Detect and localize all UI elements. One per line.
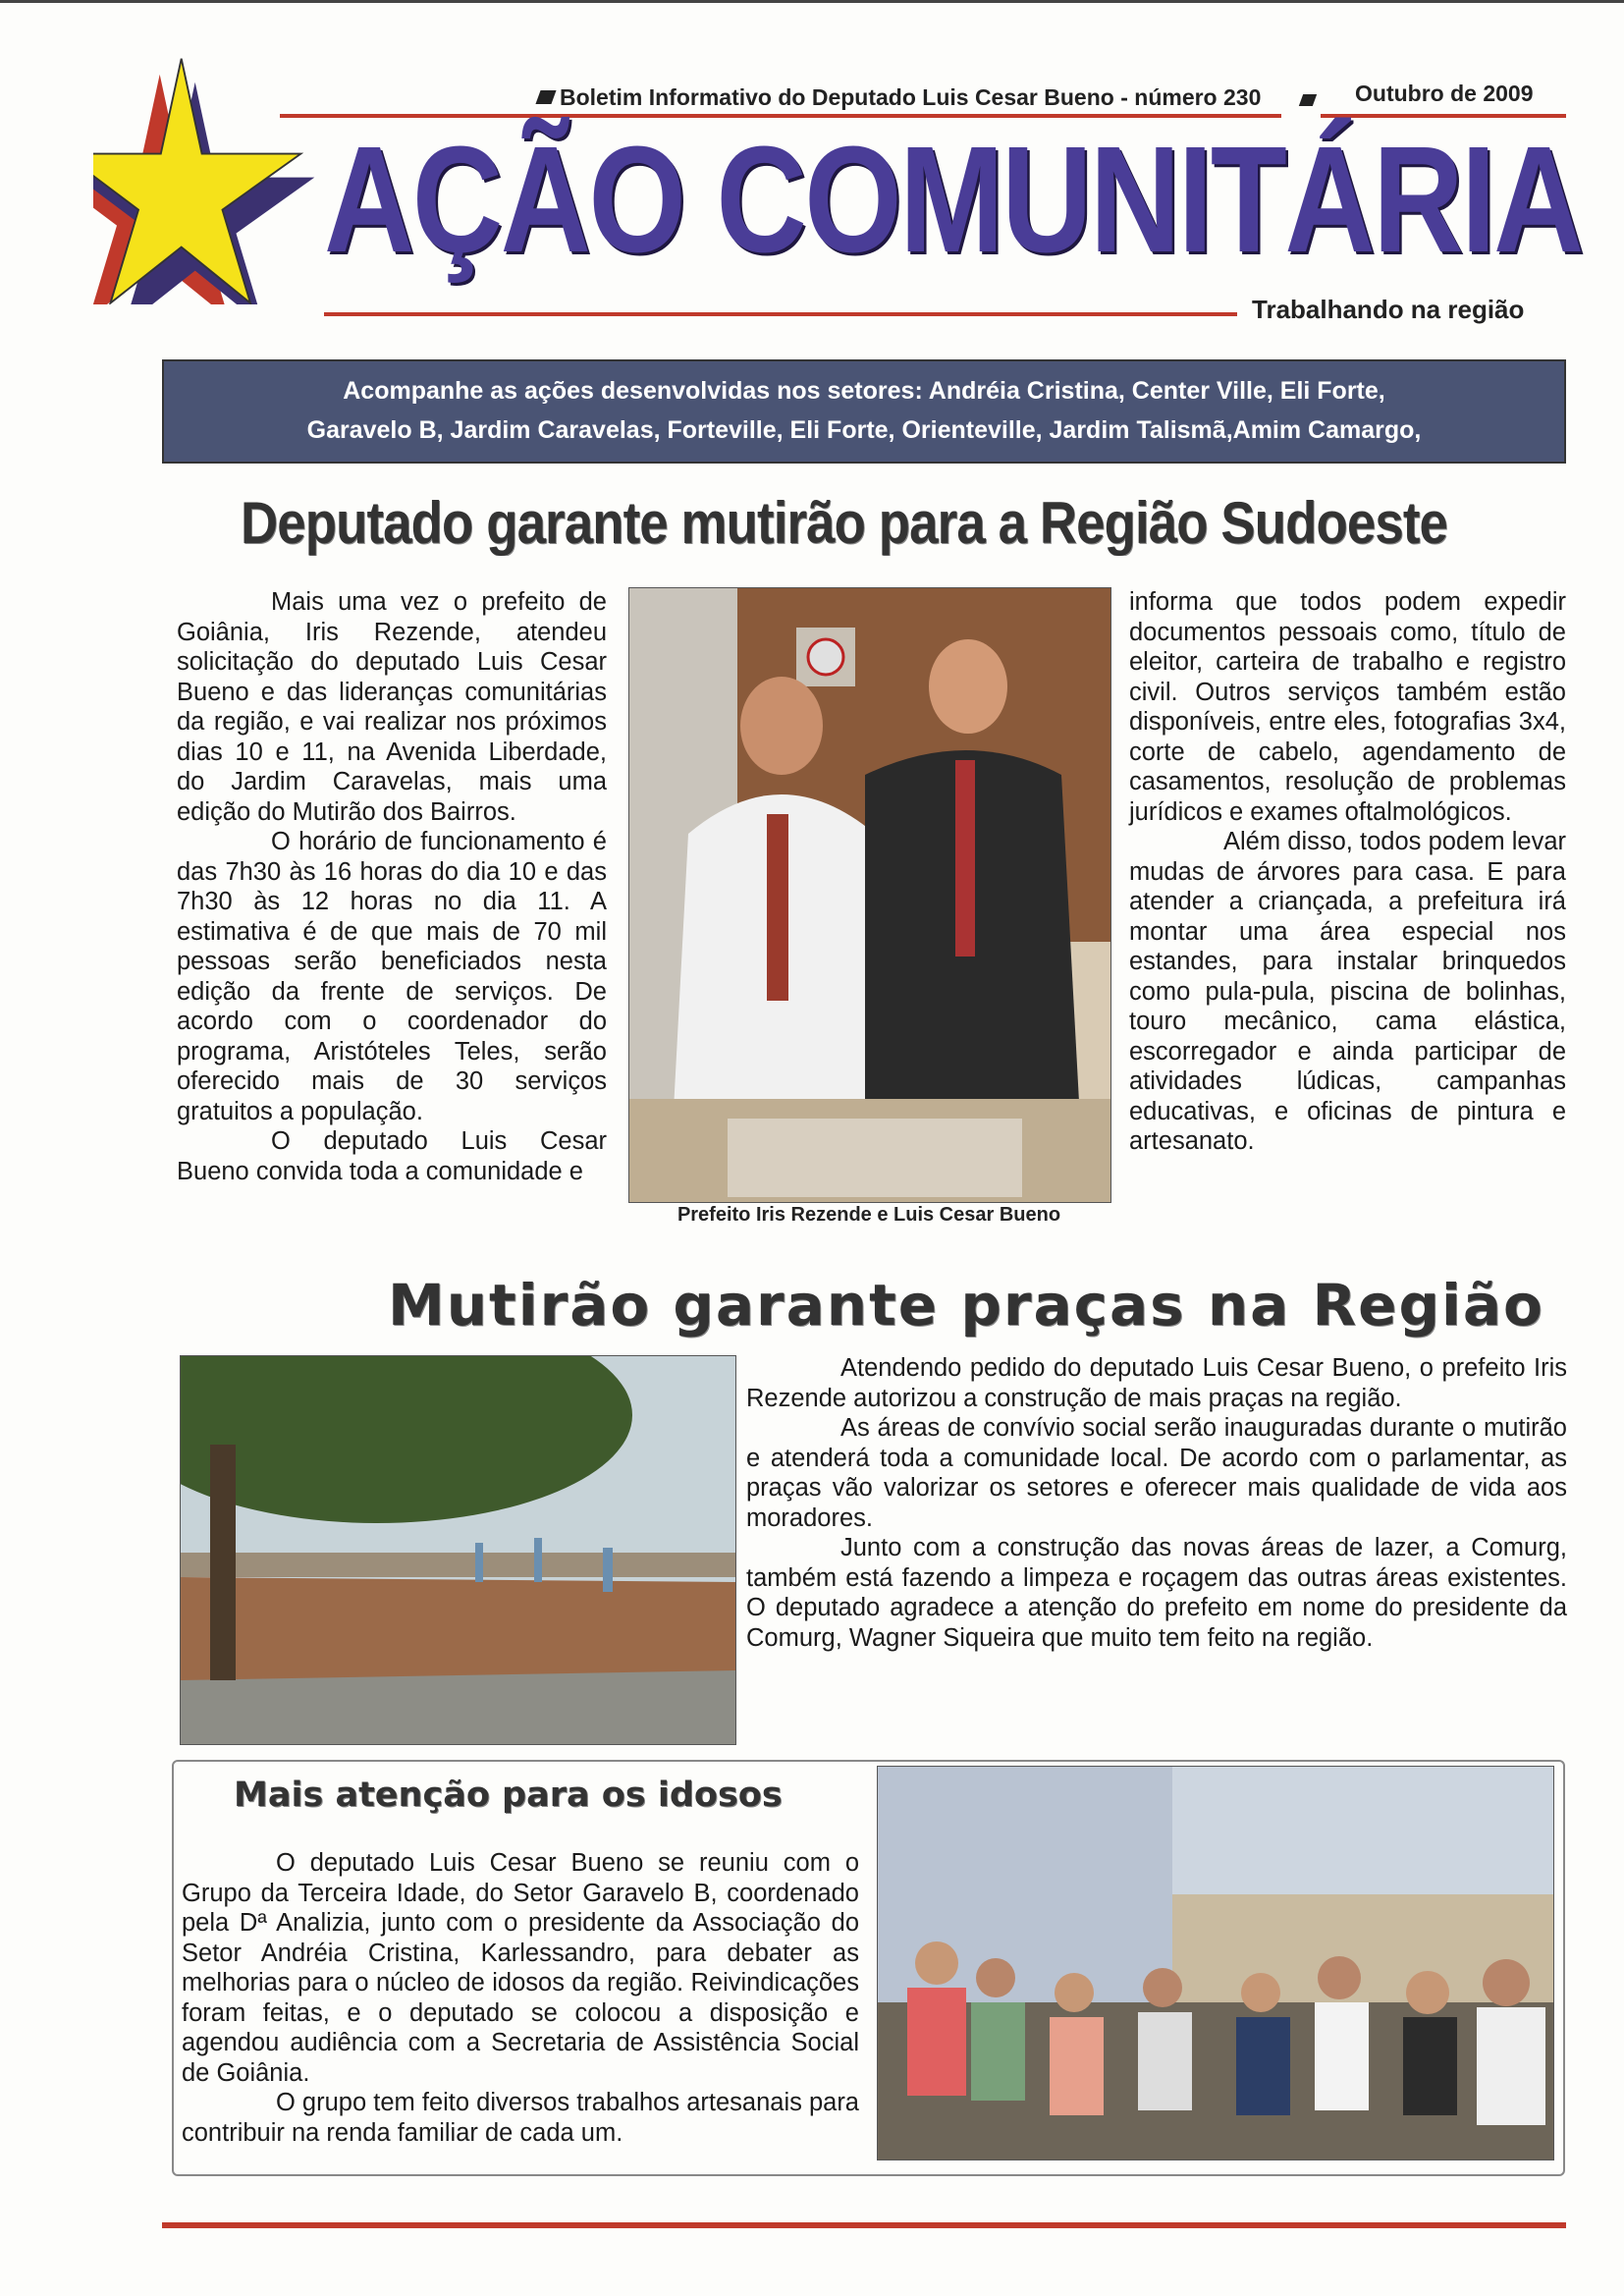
footer-rule [162, 2222, 1566, 2228]
article1-photo [628, 587, 1111, 1203]
subtitle-marker-icon [535, 90, 556, 104]
issue-date: Outubro de 2009 [1355, 81, 1534, 106]
article1-right-column [1129, 587, 1566, 1157]
article3-headline: Mais atenção para os idosos [234, 1776, 783, 1815]
article1-photo-caption: Prefeito Iris Rezende e Luis Cesar Bueno [677, 1204, 1061, 1226]
article2-paragraph: As áreas de convívio social serão inauguradas durante o mutirão e atenderá toda a comunidade local. De acordo com o parlamentar, as praças vão valorizar os setores e oferecer mais qualidade de vida aos moradores. [746, 1414, 1567, 1532]
article3-photo [877, 1766, 1554, 2160]
article2-headline: Mutirão garante praças na Região [388, 1272, 1544, 1339]
masthead-tagline: Trabalhando na região [1252, 295, 1525, 324]
article1-paragraph: O deputado Luis Cesar Bueno convida toda a comunidade e [177, 1127, 607, 1185]
article2-photo [180, 1355, 736, 1745]
date-marker-icon [1299, 94, 1317, 106]
article3-paragraph: O grupo tem feito diversos trabalhos artesanais para contribuir na renda familiar de cada um. [182, 2089, 859, 2147]
article3-paragraph: O deputado Luis Cesar Bueno se reuniu com o Grupo da Terceira Idade, do Setor Garavelo B, coordenado pela Dª Analizia, junto com o presidente da Associação do Setor Andréia Cristina, Karlessandro, para debater as melhorias para o núcleo de idosos da região. Reivindicações foram feitas, e o deputado se colocou a disposição e agendou audiência com a Secretaria de Assistência Social de Goiânia. [182, 1849, 859, 2087]
bulletin-subtitle: Boletim Informativo do Deputado Luis Cesar Bueno - número 230 [560, 84, 1262, 110]
star-logo-icon [93, 49, 349, 304]
sectors-banner-line-2: Garavelo B, Jardim Caravelas, Forteville, Eli Forte, Orienteville, Jardim Talismã,Amim Camargo, [306, 416, 1422, 444]
article1-headline: Deputado garante mutirão para a Região Sudoeste [241, 490, 1448, 556]
article2-paragraph: Atendendo pedido do deputado Luis Cesar Bueno, o prefeito Iris Rezende autorizou a construção de mais praças na região. [746, 1354, 1567, 1412]
article1-paragraph: O horário de funcionamento é das 7h30 às 16 horas do dia 10 e das 7h30 às 12 horas no dia 11. A estimativa é de que mais de 70 mil pessoas serão beneficiados nesta edição da frente de serviços. De acordo com o coordenador do programa, Aristóteles Teles, serão oferecido mais de 30 serviços gratuitos a população. [177, 828, 607, 1125]
mayor-and-deputy-photo [629, 588, 1110, 1202]
masthead-title: AÇÃO COMUNITÁRIA [324, 115, 1582, 284]
article3-text [182, 1848, 859, 2148]
article1-left-column [177, 587, 607, 1186]
square-construction-photo [181, 1356, 735, 1744]
sectors-banner-line-1: Acompanhe as ações desenvolvidas nos setores: Andréia Cristina, Center Ville, Eli Forte, [343, 377, 1385, 405]
elderly-group-meeting-photo [878, 1767, 1553, 2159]
sectors-banner [162, 359, 1566, 464]
top-border-line [0, 0, 1624, 3]
article1-paragraph: informa que todos podem expedir documentos pessoais como, título de eleitor, carteira de trabalho e registro civil. Outros serviços também estão disponíveis, entre eles, fotografias 3x4, corte de cabelo, agendamento de casamentos, resolução de problemas jurídicos e exames oftalmológicos. [1129, 588, 1566, 826]
article2-paragraph: Junto com a construção das novas áreas de lazer, a Comurg, também está fazendo a limpeza e roçagem das outras áreas existentes. O deputado agradece a atenção do prefeito em nome do presidente da Comurg, Wagner Siqueira que muito tem feito na região. [746, 1534, 1567, 1652]
article2-text [746, 1353, 1567, 1653]
article1-paragraph: Além disso, todos podem levar mudas de árvores para casa. E para atender a criançada, a prefeitura irá montar uma área especial nos estandes, para instalar brinquedos como pula-pula, piscina de bolinhas, touro mecânico, cama elástica, escorregador e ainda participar de atividades lúdicas, campanhas educativas, e oficinas de pintura e artesanato. [1129, 828, 1566, 1155]
article1-paragraph: Mais uma vez o prefeito de Goiânia, Iris Rezende, atendeu solicitação do deputado Luis Cesar Bueno e das lideranças comunitárias da região, e vai realizar nos próximos dias 10 e 11, na Avenida Liberdade, do Jardim Caravelas, mais uma edição do Mutirão dos Bairros. [177, 588, 607, 826]
masthead-bottom-rule [324, 312, 1237, 316]
